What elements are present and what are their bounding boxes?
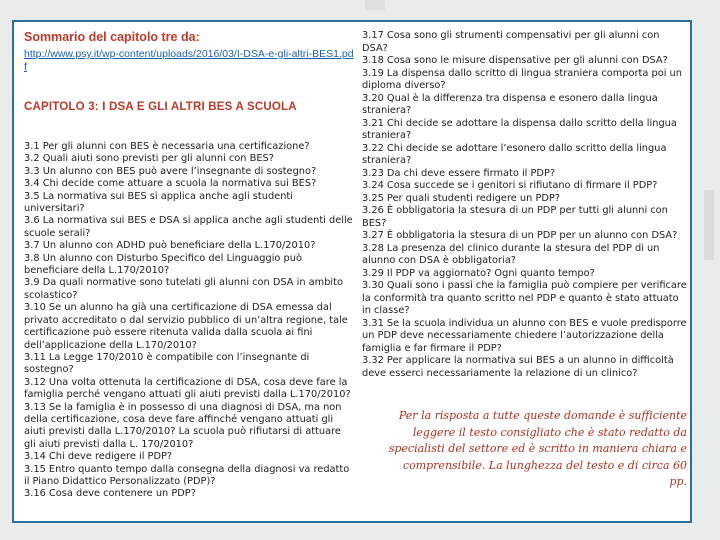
- question-item: 3.23 Da chi deve essere firmato il PDP?: [362, 167, 556, 179]
- summary-title: Sommario del capitolo tre da:: [24, 30, 200, 44]
- chapter-heading: CAPITOLO 3: I DSA E GLI ALTRI BES A SCUOLA: [24, 101, 297, 113]
- question-item: 3.11 La Legge 170/2010 è compatibile con l’insegnante di sostegno?: [24, 351, 310, 376]
- question-item: 3.21 Chi decide se adottare la dispensa dallo scritto della lingua straniera?: [362, 117, 677, 141]
- question-item: 3.6 La normativa sui BES e DSA si applica anche agli studenti delle scuole serali?: [24, 215, 353, 239]
- question-item: 3.22 Chi decide se adottare l’esonero dallo scritto della lingua straniera?: [362, 142, 667, 166]
- question-item: 3.4 Chi decide come attuare a scuola la normativa sui BES?: [24, 178, 317, 190]
- question-item: 3.10 Se un alunno ha già una certificazione di DSA emessa dal privato accreditato o dal servizio pubblico di un’altra regione, tale certificazione può essere ritenuta valida dalla scuola ai fini dell’applicazione della L.170/2010?: [24, 302, 348, 351]
- question-item: 3.30 Quali sono i passi che la famiglia può compiere per verificare la conformità tra quanto scritto nel PDP e quanto è stato attuato in classe?: [362, 280, 687, 316]
- question-item: 3.18 Cosa sono le misure dispensative per gli alunni con DSA?: [362, 55, 668, 66]
- reading-note: Per la risposta a tutte queste domande è sufficiente leggere il testo consigliato che è stato redatto da specialisti del settore ed è scritto in maniera chiara e comprensibile. La lunghezza del testo e di circa 60 pp.: [388, 409, 687, 488]
- question-list-left: [24, 141, 354, 501]
- background-tab: [365, 0, 385, 10]
- question-item: 3.9 Da quali normative sono tutelati gli alunni con DSA in ambito scolastico?: [24, 277, 343, 301]
- question-item: 3.28 La presenza del clinico durante la stesura del PDP di un alunno con DSA è obbligatoria?: [362, 242, 660, 266]
- slide-panel: [12, 20, 692, 523]
- question-item: 3.26 È obbligatoria la stesura di un PDP per tutti gli alunni con BES?: [362, 205, 668, 229]
- question-item: 3.3 Un alunno con BES può avere l’insegnante di sostegno?: [24, 165, 317, 177]
- question-item: 3.12 Una volta ottenuta la certificazione di DSA, cosa deve fare la famiglia perché vengano attuati gli aiuti previsti dalla L.170/2010?: [24, 376, 351, 401]
- question-item: 3.16 Cosa deve contenere un PDP?: [24, 488, 196, 500]
- question-item: 3.8 Un alunno con Disturbo Specifico del Linguaggio può beneficiare della L.170/2010?: [24, 252, 302, 277]
- question-item: 3.20 Qual è la differenza tra dispensa e esonero dalla lingua straniera?: [362, 92, 658, 116]
- question-item: 3.13 Se la famiglia è in possesso di una diagnosi di DSA, ma non della certificazione, cosa deve fare affinché vengano attuati gli aiuti previsti dalla L.170/2010? La scuola può rifiutarsi di attuare gli aiuti previsti dalla L. 170/2010?: [24, 401, 342, 450]
- question-item: 3.5 La normativa sui BES si applica anche agli studenti universitari?: [24, 190, 293, 215]
- source-link[interactable]: http://www.psy.it/wp-content/uploads/2016/03/I-DSA-e-gli-altri-BES1.pdf: [24, 48, 354, 73]
- question-item: 3.27 È obbligatoria la stesura di un PDP per un alunno con DSA?: [362, 230, 678, 241]
- question-item: 3.1 Per gli alunni con BES è necessaria una certificazione?: [24, 141, 310, 152]
- question-item: 3.31 Se la scuola individua un alunno con BES e vuole predisporre un PDP deve necessariamente chiedere l’autorizzazione della famiglia e far firmare il PDP?: [362, 317, 687, 354]
- question-item: 3.32 Per applicare la normativa sui BES a un alunno in difficoltà deve esserci necessariamente la relazione di un clinico?: [362, 355, 674, 379]
- left-column: [24, 30, 354, 501]
- question-item: 3.15 Entro quanto tempo dalla consegna della diagnosi va redatto il Piano Didattico Personalizzato (PDP)?: [24, 463, 350, 487]
- question-list-right: [362, 30, 687, 380]
- question-item: 3.29 Il PDP va aggiornato? Ogni quanto tempo?: [362, 267, 595, 279]
- question-item: 3.7 Un alunno con ADHD può beneficiare della L.170/2010?: [24, 240, 316, 252]
- question-item: 3.14 Chi deve redigere il PDP?: [24, 451, 173, 463]
- background-decoration: [704, 190, 714, 260]
- right-column: [362, 30, 687, 491]
- question-item: 3.25 Per quali studenti redigere un PDP?: [362, 192, 561, 204]
- question-item: 3.24 Cosa succede se i genitori si rifiutano di firmare il PDP?: [362, 180, 658, 191]
- question-item: 3.19 La dispensa dallo scritto di lingua straniera comporta poi un diploma diverso?: [362, 67, 682, 91]
- question-item: 3.2 Quali aiuti sono previsti per gli alunni con BES?: [24, 153, 274, 165]
- question-item: 3.17 Cosa sono gli strumenti compensativi per gli alunni con DSA?: [362, 30, 660, 54]
